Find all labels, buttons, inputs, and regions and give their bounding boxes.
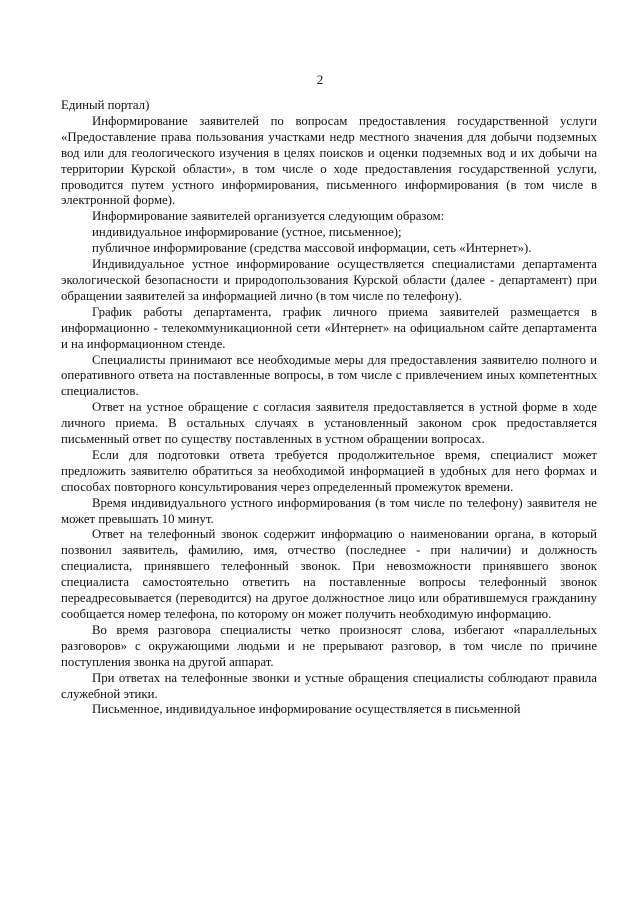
paragraph-specialists-measures: Специалисты принимают все необходимые меры для предоставления заявителю полного и оперативного ответа на поставленные вопросы, в том числе с привлечением иных компетентных специалистов. (61, 352, 597, 399)
page-number: 2 (316, 72, 324, 87)
paragraph-written-informing: Письменное, индивидуальное информирование осуществляется в письменной (92, 702, 521, 717)
paragraph-long-preparation: Если для подготовки ответа требуется продолжительное время, специалист может предложить заявителю обратиться за необходимой информацией в удобных для него формах и способах повторного консультирования через определенный промежуток времени. (61, 447, 597, 494)
paragraph-organization: Информирование заявителей организуется следующим образом: (92, 209, 445, 224)
paragraph-oral-informing: Индивидуальное устное информирование осуществляется специалистами департамента экологической безопасности и природопользования Курской области (далее - департамент) при обращении заявителей за информацией лично (в том числе по телефону). (61, 257, 597, 303)
paragraph-public-informing: публичное информирование (средства массовой информации, сеть «Интернет»). (92, 241, 532, 256)
paragraph-informing-applicants: Информирование заявителей по вопросам предоставления государственной услуги «Предоставление права пользования участками недр местного значения для добычи подземных вод или для геологического изучения в целях поисков и оценки подземных вод и их добычи на территории Курской области», в том числе о ходе предоставления государственной услуги, проводится путем устного информирования, письменного информирования (в том числе в электронной форме). (61, 113, 597, 208)
paragraph-oral-response: Ответ на устное обращение с согласия заявителя предоставляется в устной форме в ходе личного приема. В остальных случаях в установленный законом срок предоставляется письменный ответ по существу поставленных в устном обращении вопросах. (61, 400, 597, 447)
paragraph-work-schedule: График работы департамента, график личного приема заявителей размещается в информационно - телекоммуникационной сети «Интернет» на официальном сайте департамента и на информационном стенде. (61, 304, 597, 351)
paragraph-time-limit: Время индивидуального устного информирования (в том числе по телефону) заявителя не может превышать 10 минут. (61, 495, 597, 526)
document-body (61, 98, 597, 718)
paragraph-ethics: При ответах на телефонные звонки и устные обращения специалисты соблюдают правила служебной этики. (61, 670, 597, 701)
paragraph-phone-response: Ответ на телефонный звонок содержит информацию о наименовании органа, в который позвонил заявитель, фамилию, имя, отчество (последнее - при наличии) и должность специалиста, принявшего телефонный звонок. При невозможности принявшего звонок специалиста самостоятельно ответить на поставленные вопросы телефонный звонок переадресовывается (переводится) на другое должностное лицо или обратившемуся гражданину сообщается номер телефона, по которому он может получить необходимую информацию. (61, 527, 597, 621)
paragraph-individual-informing: индивидуальное информирование (устное, письменное); (92, 225, 402, 240)
paragraph-portal-continuation: Единый портал) (61, 98, 150, 112)
paragraph-conversation-rules: Во время разговора специалисты четко произносят слова, избегают «параллельных разговоров» с окружающими людьми и не прерывают разговор, в том числе по причине поступления звонка на другой аппарат. (61, 622, 597, 669)
